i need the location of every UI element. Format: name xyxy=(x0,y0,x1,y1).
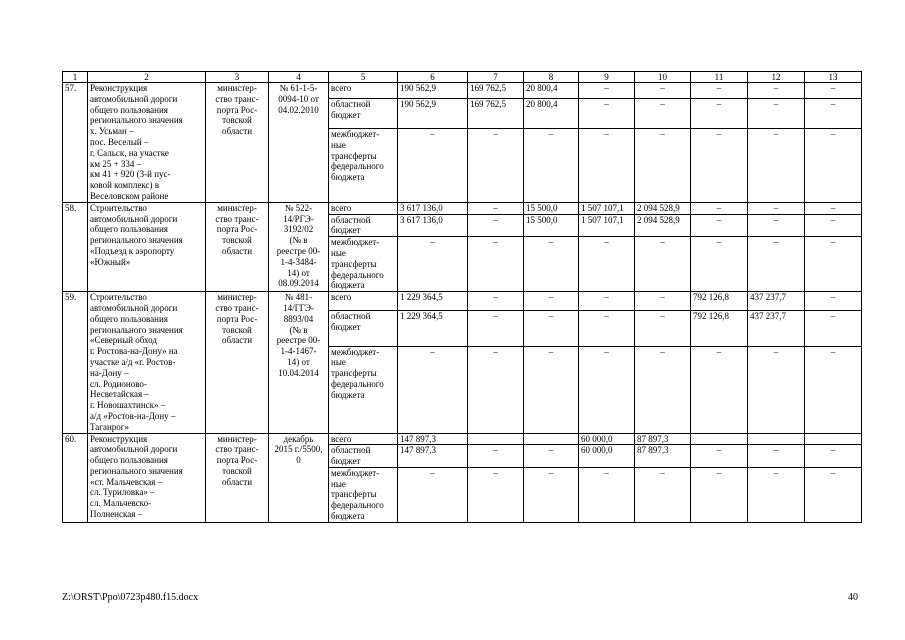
funding-value: – xyxy=(468,129,524,203)
funding-value: – xyxy=(398,237,468,292)
project-row xyxy=(63,83,862,99)
responsible-org-line: области xyxy=(221,476,253,487)
funding-value: – xyxy=(805,202,862,214)
funding-value: 60 000,0 xyxy=(579,445,635,468)
project-name-line: на-Дону – xyxy=(90,367,129,378)
responsible-org xyxy=(206,202,269,291)
funding-value: – xyxy=(691,467,748,522)
responsible-org-line: министер- xyxy=(217,433,257,444)
page-number: 40 xyxy=(848,592,858,603)
project-name-line: км 25 + 334 – xyxy=(90,158,142,169)
funding-value: 20 800,4 xyxy=(524,83,579,99)
responsible-org xyxy=(206,433,269,522)
funding-value: – xyxy=(524,346,579,433)
funding-value: – xyxy=(468,445,524,468)
project-name xyxy=(88,433,206,522)
funding-value: 87 897,3 xyxy=(635,445,691,468)
funding-value: – xyxy=(748,214,805,237)
project-name-line: регионального значения xyxy=(90,465,183,476)
project-name-line: Строительство xyxy=(90,292,147,303)
funding-value: – xyxy=(635,467,691,522)
responsible-org-line: ство транс- xyxy=(215,93,259,104)
expertise-document-line: (№ в xyxy=(289,324,308,335)
project-name-line: Полненская – xyxy=(90,509,143,520)
responsible-org-line: министер- xyxy=(217,202,257,213)
funding-value: 15 500,0 xyxy=(524,214,579,237)
funding-value: 190 562,9 xyxy=(398,98,468,128)
expertise-document xyxy=(269,202,329,291)
funding-value xyxy=(805,433,862,445)
responsible-org-line: министер- xyxy=(217,292,257,303)
funding-source xyxy=(329,202,398,214)
project-name-line: автомобильной дороги xyxy=(90,444,178,455)
funding-value: 60 000,0 xyxy=(579,433,635,445)
row-number: 58. xyxy=(63,202,88,291)
project-row xyxy=(63,202,862,214)
funding-source-line: межбюджет- xyxy=(331,129,380,140)
funding-source xyxy=(329,129,398,203)
project-name-line: км 41 + 920 (3-й пус- xyxy=(90,169,171,180)
project-name-line: Таганрог» xyxy=(90,421,129,432)
funding-source-line: ные xyxy=(331,357,346,368)
column-number-header: 3 xyxy=(206,72,269,83)
responsible-org-line: порта Рос- xyxy=(216,455,258,466)
funding-source-line: федерального xyxy=(331,269,384,280)
funding-value: – xyxy=(524,237,579,292)
project-row xyxy=(63,292,862,311)
funding-value: – xyxy=(524,292,579,311)
funding-source xyxy=(329,214,398,237)
funding-value: – xyxy=(805,467,862,522)
funding-value: – xyxy=(691,445,748,468)
funding-source xyxy=(329,237,398,292)
funding-value: 1 229 364,5 xyxy=(398,292,468,311)
expertise-document-line: 14/ГГЭ- xyxy=(283,302,314,313)
funding-value xyxy=(468,433,524,445)
funding-value: 147 897,3 xyxy=(398,433,468,445)
funding-value: – xyxy=(468,467,524,522)
responsible-org-line: порта Рос- xyxy=(216,313,258,324)
funding-value: – xyxy=(691,129,748,203)
project-name-line: регионального значения xyxy=(90,115,183,126)
funding-value: – xyxy=(579,467,635,522)
project-name-line: общего пользования xyxy=(90,104,168,115)
expertise-document-line: № 61-1-5- xyxy=(279,83,318,93)
expertise-document-line: 1-4-3484- xyxy=(280,256,317,267)
funding-source xyxy=(329,310,398,346)
funding-value: 792 126,8 xyxy=(691,292,748,311)
funding-source-line: бюджет xyxy=(331,225,361,236)
expertise-document-line: 14) от xyxy=(287,267,310,278)
funding-source-line: федерального xyxy=(331,161,384,172)
expertise-document-line: 10.04.2014 xyxy=(278,367,319,378)
expertise-document-line: 3192/02 xyxy=(283,224,314,235)
funding-source xyxy=(329,445,398,468)
funding-value: – xyxy=(398,467,468,522)
project-name-line: сл. Мальчевско- xyxy=(90,498,152,509)
funding-value: – xyxy=(468,214,524,237)
funding-value: – xyxy=(805,214,862,237)
project-name-line: автомобильной дороги xyxy=(90,93,178,104)
funding-value: 15 500,0 xyxy=(524,202,579,214)
funding-source-line: бюджет xyxy=(331,456,361,467)
funding-value: – xyxy=(468,237,524,292)
funding-value: 147 897,3 xyxy=(398,445,468,468)
column-number-header: 6 xyxy=(398,72,468,83)
funding-source-line: ные xyxy=(331,139,346,150)
row-number: 60. xyxy=(63,433,88,522)
project-name-line: Реконструкция xyxy=(90,83,148,93)
funding-source-line: бюджет xyxy=(331,109,361,120)
funding-value: – xyxy=(524,129,579,203)
column-number-header: 5 xyxy=(329,72,398,83)
responsible-org-line: ство транс- xyxy=(215,213,259,224)
funding-value: – xyxy=(691,214,748,237)
funding-value: – xyxy=(805,346,862,433)
expertise-document-line: 0 xyxy=(296,455,301,466)
funding-source-line: бюджета xyxy=(331,172,365,183)
funding-value: 2 094 528,9 xyxy=(635,214,691,237)
expertise-document-line: 14) от xyxy=(287,356,310,367)
funding-value: – xyxy=(468,292,524,311)
funding-value: 1 507 107,1 xyxy=(579,202,635,214)
column-number-header: 1 xyxy=(63,72,88,83)
project-name-line: регионального значения xyxy=(90,235,183,246)
project-name-line: автомобильной дороги xyxy=(90,213,178,224)
expertise-document-line: реестре 00- xyxy=(276,245,321,256)
funding-value: – xyxy=(748,129,805,203)
file-path: Z:\ORST\Ppo\0723p480.f15.docx xyxy=(62,592,199,603)
funding-value: 3 617 136,0 xyxy=(398,214,468,237)
project-name-line: х. Усьман – xyxy=(90,126,134,137)
funding-value: 1 507 107,1 xyxy=(579,214,635,237)
funding-value: 792 126,8 xyxy=(691,310,748,346)
column-number-header: 7 xyxy=(468,72,524,83)
funding-value: – xyxy=(748,237,805,292)
funding-value: – xyxy=(468,202,524,214)
funding-source-line: всего xyxy=(331,433,352,444)
funding-value: – xyxy=(635,292,691,311)
funding-value: 87 897,3 xyxy=(635,433,691,445)
responsible-org-line: товской xyxy=(222,235,252,246)
project-name-line: «Северный обход xyxy=(90,335,157,346)
funding-source-line: федерального xyxy=(331,378,384,389)
funding-source xyxy=(329,346,398,433)
project-name xyxy=(88,292,206,433)
funding-source-line: областной xyxy=(331,98,371,109)
expertise-document xyxy=(269,83,329,203)
expertise-document-line: 14/РГЭ- xyxy=(283,213,314,224)
project-name-line: регионального значения xyxy=(90,324,183,335)
funding-source xyxy=(329,292,398,311)
funding-value: – xyxy=(748,467,805,522)
funding-value: – xyxy=(691,346,748,433)
funding-value xyxy=(748,433,805,445)
column-number-header: 12 xyxy=(748,72,805,83)
expertise-document-line: № 522- xyxy=(284,202,313,213)
funding-source-line: федерального xyxy=(331,500,384,511)
funding-value: – xyxy=(635,98,691,128)
funding-value: – xyxy=(635,129,691,203)
funding-source-line: трансферты xyxy=(331,489,377,500)
funding-value: 190 562,9 xyxy=(398,83,468,99)
funding-value: – xyxy=(579,310,635,346)
funding-source-line: трансферты xyxy=(331,368,377,379)
funding-value: 169 762,5 xyxy=(468,98,524,128)
funding-value: – xyxy=(635,237,691,292)
funding-value: – xyxy=(398,129,468,203)
funding-value: – xyxy=(805,292,862,311)
responsible-org-line: ство транс- xyxy=(215,302,259,313)
expertise-document-line: декабрь xyxy=(283,433,314,444)
funding-source xyxy=(329,83,398,99)
responsible-org-line: ство транс- xyxy=(215,444,259,455)
project-name-line: Строительство xyxy=(90,202,147,213)
funding-value: – xyxy=(691,237,748,292)
funding-value: – xyxy=(468,346,524,433)
column-number-header: 13 xyxy=(805,72,862,83)
funding-source-line: ные xyxy=(331,247,346,258)
column-number-header: 8 xyxy=(524,72,579,83)
expertise-document-line: реестре 00- xyxy=(276,335,321,346)
responsible-org-line: товской xyxy=(222,465,252,476)
funding-value xyxy=(524,433,579,445)
funding-value: – xyxy=(524,310,579,346)
table-body xyxy=(63,72,862,523)
funding-value: – xyxy=(805,129,862,203)
expertise-document-line: 04.02.2010 xyxy=(278,104,319,115)
expertise-document-line: 1-4-1467- xyxy=(280,346,317,357)
responsible-org-line: области xyxy=(221,126,253,137)
responsible-org-line: порта Рос- xyxy=(216,104,258,115)
column-number-row xyxy=(63,72,862,83)
funding-source xyxy=(329,467,398,522)
row-number: 59. xyxy=(63,292,88,433)
funding-value: – xyxy=(805,98,862,128)
column-number-header: 2 xyxy=(88,72,206,83)
funding-value: – xyxy=(805,237,862,292)
project-name-line: г. Новошахтинск» – xyxy=(90,400,166,411)
responsible-org xyxy=(206,83,269,203)
funding-source-line: межбюджет- xyxy=(331,467,380,478)
funding-value: – xyxy=(635,310,691,346)
funding-source-line: ные xyxy=(331,478,346,489)
funding-value: – xyxy=(805,83,862,99)
funding-value: – xyxy=(579,292,635,311)
funding-value: 437 237,7 xyxy=(748,310,805,346)
responsible-org xyxy=(206,292,269,433)
project-name-line: пос. Веселый – xyxy=(90,136,149,147)
funding-value xyxy=(691,433,748,445)
funding-source-line: всего xyxy=(331,202,352,213)
funding-value: – xyxy=(398,346,468,433)
funding-source-line: бюджета xyxy=(331,280,365,291)
project-name-line: а/д «Ростов-на-Дону – xyxy=(90,410,176,421)
funding-value: – xyxy=(748,445,805,468)
funding-value: 3 617 136,0 xyxy=(398,202,468,214)
responsible-org-line: области xyxy=(221,245,253,256)
funding-value: – xyxy=(524,445,579,468)
funding-value: – xyxy=(524,467,579,522)
funding-source-line: бюджета xyxy=(331,511,365,522)
responsible-org-line: товской xyxy=(222,115,252,126)
project-name-line: «Подъезд к аэропорту xyxy=(90,245,175,256)
expertise-document-line: 0094-10 от xyxy=(278,93,319,104)
project-name-line: сл. Туриловка» – xyxy=(90,487,155,498)
responsible-org-line: области xyxy=(221,335,253,346)
project-name-line: Реконструкция xyxy=(90,433,148,444)
expertise-document-line: (№ в xyxy=(289,235,308,246)
funding-value: – xyxy=(579,98,635,128)
expertise-document-line: 2015 г./5500, xyxy=(274,444,323,455)
column-number-header: 9 xyxy=(579,72,635,83)
funding-value: – xyxy=(579,83,635,99)
project-name-line: участке а/д «г. Ростов- xyxy=(90,356,176,367)
project-name-line: сл. Родионово- xyxy=(90,378,147,389)
funding-value: – xyxy=(579,346,635,433)
funding-source-line: областной xyxy=(331,445,371,456)
funding-value: 437 237,7 xyxy=(748,292,805,311)
expertise-document-line: 08.09.2014 xyxy=(278,278,319,289)
funding-value: 1 229 364,5 xyxy=(398,310,468,346)
project-name xyxy=(88,202,206,291)
column-number-header: 4 xyxy=(269,72,329,83)
funding-value: – xyxy=(748,98,805,128)
funding-source-line: межбюджет- xyxy=(331,237,380,248)
funding-source-line: бюджета xyxy=(331,389,365,400)
responsible-org-line: товской xyxy=(222,324,252,335)
funding-value: – xyxy=(579,129,635,203)
funding-value: – xyxy=(748,202,805,214)
funding-value: – xyxy=(579,237,635,292)
funding-value: – xyxy=(691,202,748,214)
expertise-document-line: № 481- xyxy=(284,292,313,303)
project-name-line: автомобильной дороги xyxy=(90,302,178,313)
project-name-line: общего пользования xyxy=(90,455,168,466)
funding-source-line: бюджет xyxy=(331,321,361,332)
funding-value: – xyxy=(635,83,691,99)
funding-source-line: всего xyxy=(331,83,352,93)
project-row xyxy=(63,433,862,445)
project-name xyxy=(88,83,206,203)
expertise-document-line: 8893/04 xyxy=(283,313,314,324)
funding-value: – xyxy=(805,310,862,346)
project-name-line: общего пользования xyxy=(90,313,168,324)
funding-value: – xyxy=(691,83,748,99)
funding-value: – xyxy=(748,346,805,433)
funding-value: 169 762,5 xyxy=(468,83,524,99)
funding-source-line: областной xyxy=(331,214,371,225)
responsible-org-line: министер- xyxy=(217,83,257,93)
responsible-org-line: порта Рос- xyxy=(216,224,258,235)
funding-value: – xyxy=(805,445,862,468)
project-name-line: г. Сальск, на участке xyxy=(90,147,169,158)
funding-source-line: межбюджет- xyxy=(331,346,380,357)
column-number-header: 10 xyxy=(635,72,691,83)
funding-source-line: областной xyxy=(331,310,371,321)
funding-value: – xyxy=(748,83,805,99)
funding-source xyxy=(329,433,398,445)
expertise-document xyxy=(269,292,329,433)
expertise-document xyxy=(269,433,329,522)
project-name-line: «ст. Мальчевская – xyxy=(90,476,163,487)
project-name-line: Несветайская – xyxy=(90,389,149,400)
funding-source-line: трансферты xyxy=(331,258,377,269)
funding-value: 2 094 528,9 xyxy=(635,202,691,214)
row-number: 57. xyxy=(63,83,88,203)
project-name-line: Веселовском районе xyxy=(90,190,169,201)
project-name-line: ковой комплекс) в xyxy=(90,180,160,191)
budget-table xyxy=(62,71,862,523)
funding-value: 20 800,4 xyxy=(524,98,579,128)
funding-value: – xyxy=(635,346,691,433)
project-name-line: общего пользования xyxy=(90,224,168,235)
column-number-header: 11 xyxy=(691,72,748,83)
funding-source xyxy=(329,98,398,128)
funding-value: – xyxy=(468,310,524,346)
project-name-line: г. Ростова-на-Дону» на xyxy=(90,346,178,357)
funding-source-line: трансферты xyxy=(331,150,377,161)
funding-source-line: всего xyxy=(331,292,352,303)
project-name-line: «Южный» xyxy=(90,256,131,267)
funding-value: – xyxy=(691,98,748,128)
